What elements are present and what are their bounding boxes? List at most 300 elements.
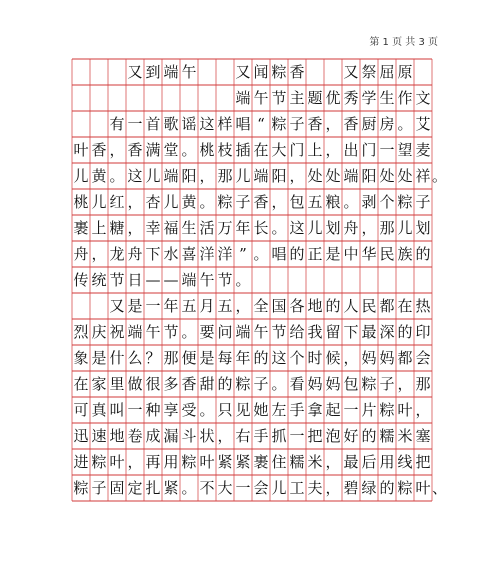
grid-cell: 主 — [289, 89, 305, 107]
grid-cell: 的 — [253, 349, 269, 367]
grid-cell: 。 — [199, 401, 215, 419]
grid-cell: 阳 — [181, 167, 197, 185]
grid-cell: 儿 — [163, 193, 179, 211]
grid-cell: 叶 — [415, 479, 431, 497]
grid-cell: 粽 — [397, 193, 413, 211]
grid-cell: 紧 — [235, 453, 251, 471]
grid-cell: 叶 — [73, 141, 89, 159]
grid-cell: 的 — [289, 245, 305, 263]
grid-cell: 叶 — [109, 453, 125, 471]
grid-cell: ， — [217, 427, 233, 445]
grid-cell: 谣 — [181, 115, 197, 133]
grid-cell: 右 — [235, 427, 251, 445]
grid-cell: 儿 — [91, 193, 107, 211]
grid-cell: 是 — [199, 349, 215, 367]
grid-cell: 固 — [109, 479, 125, 497]
grid-cell: 热 — [415, 297, 431, 315]
grid-cell: 进 — [73, 453, 89, 471]
grid-cell: 后 — [361, 453, 377, 471]
grid-cell: 端 — [163, 63, 179, 81]
grid-cell: 长 — [253, 219, 269, 237]
grid-cell — [324, 59, 342, 85]
grid-cell: 房 — [379, 115, 395, 133]
grid-cell: 甜 — [199, 375, 215, 393]
grid-cell: 民 — [361, 297, 377, 315]
grid-cell: 个 — [289, 349, 305, 367]
grid-cell — [270, 267, 288, 293]
grid-cell: ， — [199, 167, 215, 185]
grid-cell: 一 — [379, 141, 395, 159]
grid-cell: 在 — [73, 375, 89, 393]
grid-cell: ， — [325, 479, 341, 497]
grid-cell: 个 — [379, 193, 395, 211]
grid-cell: 。 — [271, 219, 287, 237]
grid-cell: 看 — [289, 375, 305, 393]
grid-cell: 的 — [325, 297, 341, 315]
grid-cell: 节 — [217, 271, 233, 289]
grid-cell: 家 — [91, 375, 107, 393]
grid-cell: 那 — [217, 167, 233, 185]
grid-cell: 作 — [397, 89, 413, 107]
grid-cell: 时 — [307, 349, 323, 367]
grid-cell: 幸 — [145, 219, 161, 237]
grid-cell: 。 — [181, 323, 197, 341]
grid-cell — [108, 59, 126, 85]
grid-cell: 香 — [307, 115, 323, 133]
grid-cell: 下 — [343, 323, 359, 341]
grid-cell: 午 — [253, 323, 269, 341]
grid-cell: 地 — [307, 297, 323, 315]
grid-cell: 子 — [253, 375, 269, 393]
grid-cell: — — [163, 271, 179, 289]
overflow-punctuation: 、 — [432, 479, 448, 497]
essay-line — [72, 137, 432, 163]
grid-cell: 最 — [343, 453, 359, 471]
grid-cell: 儿 — [307, 219, 323, 237]
grid-cell: 米 — [397, 427, 413, 445]
grid-cell: 碧 — [343, 479, 359, 497]
grid-cell: 是 — [91, 349, 107, 367]
grid-cell: 粽 — [73, 479, 89, 497]
grid-cell: 拿 — [307, 401, 323, 419]
grid-cell: 都 — [397, 349, 413, 367]
grid-cell: 手 — [289, 401, 305, 419]
grid-cell: 儿 — [73, 167, 89, 185]
essay-line — [72, 111, 432, 137]
grid-cell — [360, 267, 378, 293]
grid-cell: 的 — [361, 427, 377, 445]
grid-cell: 文 — [415, 89, 431, 107]
grid-cell: 生 — [379, 89, 395, 107]
grid-cell: 片 — [361, 401, 377, 419]
grid-cell: 唱 — [235, 115, 251, 133]
grid-cell: 祭 — [361, 63, 377, 81]
grid-cell: 香 — [289, 63, 305, 81]
grid-cell: 屈 — [379, 63, 395, 81]
grid-cell: 每 — [217, 349, 233, 367]
grid-cell: 候 — [325, 349, 341, 367]
essay-line — [72, 189, 432, 215]
grid-cell: 的 — [379, 479, 395, 497]
grid-cell: 统 — [91, 271, 107, 289]
grid-cell: 粽 — [379, 401, 395, 419]
grid-cell: 又 — [127, 63, 143, 81]
grid-cell: 大 — [271, 141, 287, 159]
grid-cell: 福 — [163, 219, 179, 237]
essay-line — [72, 241, 432, 267]
grid-cell: 粽 — [217, 193, 233, 211]
grid-cell: 粽 — [181, 453, 197, 471]
grid-cell: 斗 — [181, 427, 197, 445]
grid-cell: 首 — [145, 115, 161, 133]
grid-cell: 印 — [415, 323, 431, 341]
grid-cell: 在 — [253, 141, 269, 159]
grid-cell — [306, 59, 324, 85]
grid-cell — [72, 293, 90, 319]
grid-cell — [90, 85, 108, 111]
grid-cell: 杏 — [145, 193, 161, 211]
grid-cell: 糯 — [289, 453, 305, 471]
grid-cell — [72, 85, 90, 111]
grid-cell: 节 — [271, 89, 287, 107]
grid-cell: 香 — [127, 141, 143, 159]
grid-cell — [414, 59, 432, 85]
grid-cell: 好 — [343, 427, 359, 445]
grid-cell: 国 — [271, 297, 287, 315]
grid-cell: 一 — [127, 115, 143, 133]
grid-cell: 住 — [271, 453, 287, 471]
grid-cell: 再 — [145, 453, 161, 471]
grid-cell: 活 — [199, 219, 215, 237]
grid-cell: 裹 — [253, 453, 269, 471]
grid-cell: 有 — [109, 115, 125, 133]
grid-cell: 很 — [145, 375, 161, 393]
grid-cell: 年 — [235, 219, 251, 237]
grid-cell: 多 — [163, 375, 179, 393]
grid-cell: 么 — [127, 349, 143, 367]
grid-cell — [72, 59, 90, 85]
grid-cell: 枝 — [217, 141, 233, 159]
grid-cell: 又 — [343, 63, 359, 81]
grid-cell: 年 — [163, 297, 179, 315]
grid-cell: 绿 — [361, 479, 377, 497]
grid-cell: 麦 — [415, 141, 431, 159]
grid-cell: 。 — [235, 271, 251, 289]
grid-cell: 原 — [397, 63, 413, 81]
grid-cell — [90, 59, 108, 85]
grid-cell: 用 — [379, 453, 395, 471]
essay-line — [72, 423, 432, 449]
grid-cell: 大 — [217, 479, 233, 497]
grid-cell — [108, 85, 126, 111]
grid-cell: 这 — [127, 167, 143, 185]
grid-cell: 叶 — [199, 453, 215, 471]
grid-cell — [252, 267, 270, 293]
grid-cell: 一 — [145, 297, 161, 315]
grid-cell: 月 — [199, 297, 215, 315]
grid-cell: 生 — [181, 219, 197, 237]
grid-cell: 。 — [181, 479, 197, 497]
grid-cell: ， — [325, 141, 341, 159]
grid-cell: 午 — [253, 89, 269, 107]
grid-cell: 手 — [253, 427, 269, 445]
grid-cell: 。 — [199, 193, 215, 211]
grid-cell: 阳 — [361, 167, 377, 185]
grid-cell: 子 — [379, 375, 395, 393]
grid-cell — [162, 85, 180, 111]
essay-line — [72, 345, 432, 371]
grid-cell: 最 — [361, 323, 377, 341]
grid-cell: 歌 — [163, 115, 179, 133]
grid-cell: 紧 — [163, 479, 179, 497]
grid-cell: 漏 — [163, 427, 179, 445]
grid-cell: 上 — [91, 219, 107, 237]
grid-cell: 烈 — [73, 323, 89, 341]
grid-cell: 把 — [307, 427, 323, 445]
grid-cell — [126, 85, 144, 111]
grid-cell: 端 — [235, 89, 251, 107]
grid-cell: 喜 — [181, 245, 197, 263]
grid-cell: 受 — [181, 401, 197, 419]
grid-cell: 门 — [289, 141, 305, 159]
grid-cell: 状 — [199, 427, 215, 445]
grid-cell: 桃 — [73, 193, 89, 211]
grid-cell: 划 — [415, 219, 431, 237]
grid-cell: 龙 — [109, 245, 125, 263]
grid-cell: 出 — [343, 141, 359, 159]
grid-cell: 不 — [199, 479, 215, 497]
grid-cell: 泡 — [325, 427, 341, 445]
grid-cell: 五 — [307, 193, 323, 211]
grid-cell: 粮 — [325, 193, 341, 211]
grid-cell: 种 — [145, 401, 161, 419]
grid-cell: 端 — [181, 271, 197, 289]
grid-cell: 给 — [289, 323, 305, 341]
grid-cell: ， — [343, 349, 359, 367]
grid-cell: 黄 — [181, 193, 197, 211]
grid-cell: 儿 — [271, 479, 287, 497]
grid-cell: 粽 — [235, 375, 251, 393]
grid-cell: 可 — [73, 401, 89, 419]
grid-cell: ， — [325, 115, 341, 133]
grid-cell: 题 — [307, 89, 323, 107]
grid-cell: ， — [271, 193, 287, 211]
grid-cell: 米 — [307, 453, 323, 471]
grid-cell: ， — [235, 297, 251, 315]
grid-cell: 工 — [289, 479, 305, 497]
grid-cell: 各 — [289, 297, 305, 315]
grid-cell: ， — [325, 453, 341, 471]
grid-cell: 一 — [343, 401, 359, 419]
grid-cell: ， — [109, 141, 125, 159]
grid-cell: 要 — [199, 323, 215, 341]
grid-cell: 见 — [235, 401, 251, 419]
essay-line — [72, 475, 448, 501]
grid-cell: ， — [415, 401, 431, 419]
grid-cell: 端 — [127, 323, 143, 341]
grid-cell: 午 — [199, 271, 215, 289]
grid-cell: 庆 — [91, 323, 107, 341]
grid-cell: 五 — [181, 297, 197, 315]
grid-cell: 闻 — [253, 63, 269, 81]
essay-line — [72, 59, 432, 85]
grid-cell: 节 — [271, 323, 287, 341]
essay-line — [72, 293, 432, 319]
grid-cell: 处 — [325, 167, 341, 185]
grid-cell: 到 — [145, 63, 161, 81]
grid-cell: 儿 — [235, 167, 251, 185]
essay-line — [72, 163, 448, 189]
grid-cell: 香 — [91, 141, 107, 159]
grid-cell: 处 — [379, 167, 395, 185]
grid-cell: 速 — [91, 427, 107, 445]
grid-cell: 留 — [325, 323, 341, 341]
grid-cell: 红 — [109, 193, 125, 211]
grid-cell: 深 — [379, 323, 395, 341]
grid-cell: 舟 — [127, 245, 143, 263]
grid-cell: ， — [361, 219, 377, 237]
grid-cell: 用 — [163, 453, 179, 471]
grid-cell: 会 — [253, 479, 269, 497]
grid-cell: 年 — [235, 349, 251, 367]
essay-line — [72, 449, 432, 475]
grid-cell: 左 — [271, 401, 287, 419]
grid-cell: 又 — [235, 63, 251, 81]
grid-cell: 样 — [217, 115, 233, 133]
grid-cell: 她 — [253, 401, 269, 419]
essay-line — [72, 397, 432, 423]
essay-line — [72, 85, 432, 111]
grid-cell: 端 — [235, 323, 251, 341]
grid-cell: — — [145, 271, 161, 289]
grid-cell: 望 — [397, 141, 413, 159]
grid-cell: 的 — [217, 375, 233, 393]
grid-cell: 。 — [181, 141, 197, 159]
grid-cell: 祥 — [415, 167, 431, 185]
grid-cell: 粽 — [91, 453, 107, 471]
grid-cell: 。 — [343, 193, 359, 211]
grid-cell: 中 — [343, 245, 359, 263]
grid-cell: 叫 — [109, 401, 125, 419]
grid-cell: 洋 — [199, 245, 215, 263]
grid-cell: 处 — [397, 167, 413, 185]
grid-cell: 塞 — [415, 427, 431, 445]
grid-cell: “ — [257, 115, 265, 133]
grid-cell: 。 — [397, 115, 413, 133]
grid-cell: 秀 — [343, 89, 359, 107]
essay-line — [72, 267, 432, 293]
grid-cell: 又 — [109, 297, 125, 315]
grid-cell: 一 — [235, 479, 251, 497]
grid-cell: 日 — [127, 271, 143, 289]
grid-cell: 万 — [217, 219, 233, 237]
grid-cell: 妈 — [325, 375, 341, 393]
grid-cell — [216, 85, 234, 111]
grid-cell: 我 — [307, 323, 323, 341]
grid-cell: 香 — [343, 115, 359, 133]
grid-cell: 。 — [271, 375, 287, 393]
grid-cell — [198, 85, 216, 111]
grid-cell: 那 — [415, 375, 431, 393]
grid-cell — [90, 111, 108, 137]
grid-cell: ， — [127, 453, 143, 471]
grid-cell: 叶 — [397, 401, 413, 419]
grid-cell: 全 — [253, 297, 269, 315]
grid-cell — [342, 267, 360, 293]
grid-cell: 子 — [91, 479, 107, 497]
grid-cell: 子 — [235, 193, 251, 211]
grid-cell: 问 — [217, 323, 233, 341]
grid-cell: 起 — [325, 401, 341, 419]
grid-cell: 子 — [415, 193, 431, 211]
grid-cell: ， — [289, 167, 305, 185]
grid-cell — [288, 267, 306, 293]
grid-cell: 里 — [109, 375, 125, 393]
grid-cell: ？ — [145, 349, 161, 367]
grid-cell: 午 — [145, 323, 161, 341]
grid-cell: 艾 — [415, 115, 431, 133]
grid-cell — [144, 85, 162, 111]
grid-cell: 舟 — [73, 245, 89, 263]
grid-cell: 会 — [415, 349, 431, 367]
grid-cell: 黄 — [91, 167, 107, 185]
grid-cell: 水 — [163, 245, 179, 263]
grid-cell: 阳 — [271, 167, 287, 185]
grid-cell — [198, 59, 216, 85]
grid-cell: 节 — [163, 323, 179, 341]
grid-cell: 是 — [325, 245, 341, 263]
grid-cell: 五 — [217, 297, 233, 315]
grid-cell: 粽 — [271, 115, 287, 133]
grid-cell: 粽 — [361, 375, 377, 393]
grid-cell: 祝 — [109, 323, 125, 341]
grid-cell: 这 — [271, 349, 287, 367]
grid-cell: 儿 — [145, 167, 161, 185]
grid-cell: ， — [127, 193, 143, 211]
grid-cell — [378, 267, 396, 293]
grid-cell — [324, 267, 342, 293]
grid-cell: 成 — [145, 427, 161, 445]
grid-cell: 享 — [163, 401, 179, 419]
grid-cell: 学 — [361, 89, 377, 107]
grid-cell: 端 — [343, 167, 359, 185]
grid-cell: 定 — [127, 479, 143, 497]
grid-cell: 上 — [307, 141, 323, 159]
grid-cell: 把 — [415, 453, 431, 471]
grid-cell: 妈 — [307, 375, 323, 393]
grid-cell: 传 — [73, 271, 89, 289]
grid-cell: 迅 — [73, 427, 89, 445]
grid-cell: 粽 — [397, 479, 413, 497]
grid-cell: 堂 — [163, 141, 179, 159]
grid-cell: 人 — [343, 297, 359, 315]
grid-cell: 扎 — [145, 479, 161, 497]
grid-cell: 只 — [217, 401, 233, 419]
grid-cell: 那 — [379, 219, 395, 237]
essay-line — [72, 215, 432, 241]
grid-cell: 妈 — [361, 349, 377, 367]
grid-cell — [72, 111, 90, 137]
grid-cell: 在 — [397, 297, 413, 315]
grid-cell: 裹 — [73, 219, 89, 237]
essay-line — [72, 371, 432, 397]
grid-cell: 民 — [379, 245, 395, 263]
page-indicator: 第 1 页 共 3 页 — [369, 37, 438, 48]
grid-cell: 的 — [397, 323, 413, 341]
grid-cell: 地 — [109, 427, 125, 445]
grid-cell: 一 — [289, 427, 305, 445]
grid-cell: 桃 — [199, 141, 215, 159]
